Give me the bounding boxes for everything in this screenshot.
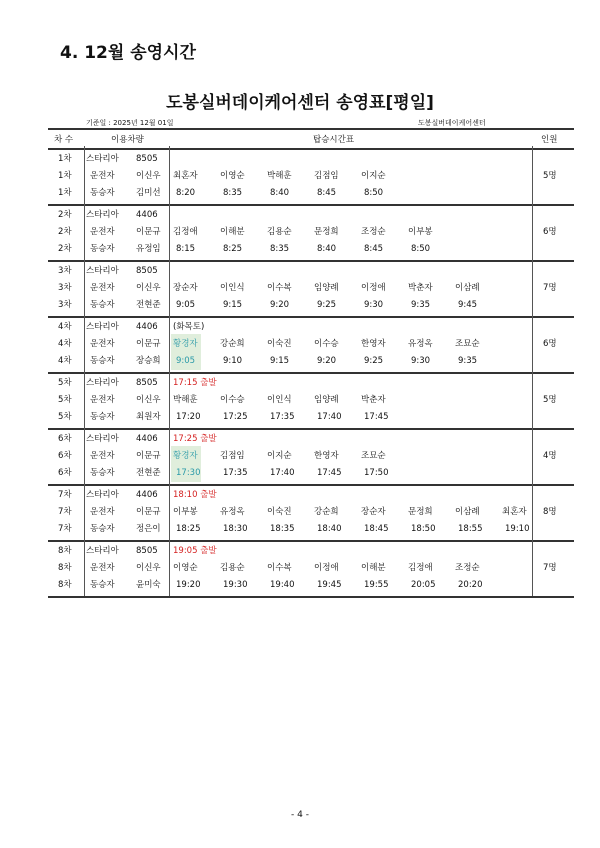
passenger-name: 김점임: [220, 451, 245, 461]
table-row: [48, 242, 574, 256]
round-cell: 4차: [58, 356, 72, 366]
passenger-name: 조묘순: [361, 451, 386, 461]
passenger-name: 유정옥: [220, 507, 245, 517]
round-cell: 1차: [58, 188, 72, 198]
reference-date: 기준일 : 2025년 12월 01일: [86, 119, 174, 127]
round-cell: 2차: [58, 210, 72, 220]
divider: [532, 146, 533, 596]
helper-label: 동승자: [90, 188, 115, 198]
vehicle-name: 스타리아: [86, 154, 119, 164]
divider: [169, 146, 170, 596]
table-row: [48, 544, 574, 558]
passenger-count: 8명: [543, 507, 557, 517]
passenger-name: 박해훈: [173, 395, 198, 405]
pickup-time: 8:35: [223, 188, 243, 198]
table-row: [48, 505, 574, 519]
passenger-name: 황경자: [173, 451, 198, 461]
pickup-time: 17:40: [317, 412, 342, 422]
vehicle-plate: 4406: [136, 490, 158, 500]
passenger-name: 최혼자: [502, 507, 527, 517]
table-row: [48, 354, 574, 368]
driver-name: 이문규: [136, 451, 161, 461]
table-header: [48, 128, 574, 150]
passenger-count: 7명: [543, 283, 557, 293]
driver-label: 운전자: [90, 507, 115, 517]
driver-label: 운전자: [90, 171, 115, 181]
pickup-time: 9:30: [364, 300, 384, 310]
passenger-count: 6명: [543, 227, 557, 237]
schedule-group: [48, 430, 574, 486]
round-cell: 5차: [58, 378, 72, 388]
driver-label: 운전자: [90, 451, 115, 461]
helper-label: 동승자: [90, 412, 115, 422]
round-cell: 7차: [58, 524, 72, 534]
passenger-name: 김용순: [267, 227, 292, 237]
vehicle-plate: 8505: [136, 266, 158, 276]
driver-label: 운전자: [90, 563, 115, 573]
pickup-time: 17:40: [270, 468, 295, 478]
passenger-name: 문정희: [314, 227, 339, 237]
vehicle-name: 스타리아: [86, 378, 119, 388]
vehicle-name: 스타리아: [86, 210, 119, 220]
pickup-time: 9:05: [176, 356, 196, 366]
pickup-time: 19:20: [176, 580, 201, 590]
round-cell: 3차: [58, 266, 72, 276]
table-row: [48, 281, 574, 295]
driver-name: 이문규: [136, 227, 161, 237]
passenger-name: 이부봉: [173, 507, 198, 517]
passenger-name: 이정애: [361, 283, 386, 293]
pickup-time: 17:35: [270, 412, 295, 422]
driver-label: 운전자: [90, 283, 115, 293]
round-cell: 4차: [58, 322, 72, 332]
vehicle-name: 스타리아: [86, 546, 119, 556]
round-cell: 5차: [58, 412, 72, 422]
passenger-name: 황경자: [173, 339, 198, 349]
passenger-name: 이영순: [173, 563, 198, 573]
vehicle-name: 스타리아: [86, 434, 119, 444]
pickup-time: 19:30: [223, 580, 248, 590]
pickup-time: 9:20: [270, 300, 290, 310]
passenger-name: 김용순: [220, 563, 245, 573]
passenger-name: 조정순: [361, 227, 386, 237]
pickup-time: 18:30: [223, 524, 248, 534]
passenger-count: 4명: [543, 451, 557, 461]
table-row: [48, 208, 574, 222]
pickup-time: 9:30: [411, 356, 431, 366]
passenger-name: 조정순: [455, 563, 480, 573]
helper-name: 최원자: [136, 412, 161, 422]
pickup-time: 20:20: [458, 580, 483, 590]
driver-label: 운전자: [90, 395, 115, 405]
pickup-time: 9:10: [223, 356, 243, 366]
passenger-name: 이숙진: [267, 507, 292, 517]
vehicle-plate: 8505: [136, 154, 158, 164]
table-row: [48, 449, 574, 463]
schedule-group: [48, 206, 574, 262]
table-row: [48, 186, 574, 200]
round-cell: 2차: [58, 227, 72, 237]
passenger-count: 6명: [543, 339, 557, 349]
table-row: [48, 320, 574, 334]
table-row: [48, 264, 574, 278]
pickup-time: 9:20: [317, 356, 337, 366]
pickup-time: 8:45: [364, 244, 384, 254]
pickup-time: 18:45: [364, 524, 389, 534]
helper-name: 전현준: [136, 300, 161, 310]
passenger-name: 이영순: [220, 171, 245, 181]
driver-name: 이신우: [136, 395, 161, 405]
passenger-name: 이지순: [267, 451, 292, 461]
helper-name: 전현준: [136, 468, 161, 478]
pickup-time: 8:40: [317, 244, 337, 254]
passenger-name: 박해훈: [267, 171, 292, 181]
section-title: 4. 12월 송영시간: [60, 43, 196, 63]
table-row: [48, 488, 574, 502]
passenger-name: 이해분: [361, 563, 386, 573]
vehicle-name: 스타리아: [86, 322, 119, 332]
pickup-time: 19:55: [364, 580, 389, 590]
schedule-group: [48, 262, 574, 318]
schedule-groups: [48, 150, 574, 598]
passenger-name: 최혼자: [173, 171, 198, 181]
passenger-name: 이인식: [267, 395, 292, 405]
pickup-time: 9:35: [411, 300, 431, 310]
helper-label: 동승자: [90, 356, 115, 366]
passenger-name: 이해분: [220, 227, 245, 237]
passenger-name: 이수승: [314, 339, 339, 349]
round-cell: 6차: [58, 451, 72, 461]
pickup-time: 17:45: [364, 412, 389, 422]
divider: [84, 146, 85, 596]
helper-name: 윤미숙: [136, 580, 161, 590]
passenger-name: 이부봉: [408, 227, 433, 237]
round-cell: 2차: [58, 244, 72, 254]
table-row: [48, 225, 574, 239]
round-cell: 3차: [58, 283, 72, 293]
pickup-time: 18:40: [317, 524, 342, 534]
pickup-time: 19:45: [317, 580, 342, 590]
table-row: [48, 298, 574, 312]
helper-label: 동승자: [90, 468, 115, 478]
vehicle-plate: 4406: [136, 210, 158, 220]
pickup-time: 9:35: [458, 356, 478, 366]
pickup-time: 17:35: [223, 468, 248, 478]
helper-label: 동승자: [90, 300, 115, 310]
passenger-name: 김점임: [314, 171, 339, 181]
round-cell: 1차: [58, 171, 72, 181]
round-cell: 3차: [58, 300, 72, 310]
pickup-time: 8:35: [270, 244, 290, 254]
table-row: [48, 169, 574, 183]
driver-name: 이문규: [136, 507, 161, 517]
departure-note: 18:10 출발: [173, 490, 217, 500]
pickup-time: 17:20: [176, 412, 201, 422]
vehicle-plate: 4406: [136, 434, 158, 444]
passenger-name: 한영자: [314, 451, 339, 461]
pickup-time: 9:15: [270, 356, 290, 366]
pickup-time: 20:05: [411, 580, 436, 590]
pickup-time: 8:50: [411, 244, 431, 254]
passenger-name: 이수승: [220, 395, 245, 405]
pickup-time: 8:50: [364, 188, 384, 198]
schedule-group: [48, 150, 574, 206]
driver-label: 운전자: [90, 339, 115, 349]
round-cell: 7차: [58, 490, 72, 500]
pickup-time: 18:25: [176, 524, 201, 534]
passenger-count: 5명: [543, 171, 557, 181]
vehicle-plate: 4406: [136, 322, 158, 332]
helper-label: 동승자: [90, 524, 115, 534]
passenger-name: 이정애: [314, 563, 339, 573]
passenger-name: 이삼례: [455, 507, 480, 517]
passenger-name: 강순희: [220, 339, 245, 349]
schedule-table: [48, 128, 574, 598]
vehicle-name: 스타리아: [86, 490, 119, 500]
pickup-time: 18:50: [411, 524, 436, 534]
helper-name: 장승희: [136, 356, 161, 366]
passenger-name: 장순자: [173, 283, 198, 293]
round-cell: 1차: [58, 154, 72, 164]
departure-note: 19:05 출발: [173, 546, 217, 556]
header-vehicle: 이용차량: [111, 135, 144, 145]
header-timetable: 탑승시간표: [313, 135, 355, 145]
passenger-name: 이지순: [361, 171, 386, 181]
table-row: [48, 410, 574, 424]
schedule-group: [48, 542, 574, 598]
schedule-group: [48, 374, 574, 430]
passenger-count: 7명: [543, 563, 557, 573]
passenger-name: 임양례: [314, 283, 339, 293]
center-name: 도봉실버데이케어센터: [418, 119, 486, 127]
table-row: [48, 522, 574, 536]
pickup-time: 9:15: [223, 300, 243, 310]
passenger-count: 5명: [543, 395, 557, 405]
pickup-time: 8:15: [176, 244, 196, 254]
pickup-time: 19:10: [505, 524, 530, 534]
passenger-name: 한영자: [361, 339, 386, 349]
round-cell: 6차: [58, 468, 72, 478]
table-row: [48, 578, 574, 592]
passenger-name: 이숙진: [267, 339, 292, 349]
vehicle-plate: 8505: [136, 378, 158, 388]
header-count: 인원: [541, 135, 558, 145]
pickup-time: 18:55: [458, 524, 483, 534]
table-row: [48, 466, 574, 480]
pickup-time: 17:30: [176, 468, 201, 478]
passenger-name: 이삼례: [455, 283, 480, 293]
round-cell: 7차: [58, 507, 72, 517]
round-cell: 8차: [58, 546, 72, 556]
pickup-time: 8:25: [223, 244, 243, 254]
passenger-name: 이수복: [267, 563, 292, 573]
passenger-name: 이인식: [220, 283, 245, 293]
helper-name: 김미선: [136, 188, 161, 198]
pickup-time: 9:05: [176, 300, 196, 310]
driver-label: 운전자: [90, 227, 115, 237]
header-round: 차 수: [54, 135, 74, 145]
table-row: [48, 432, 574, 446]
passenger-name: 유정옥: [408, 339, 433, 349]
passenger-name: 강순희: [314, 507, 339, 517]
passenger-name: 김정애: [173, 227, 198, 237]
page-number: - 4 -: [291, 810, 309, 820]
passenger-name: 김정애: [408, 563, 433, 573]
passenger-name: 장순자: [361, 507, 386, 517]
departure-note: 17:25 출발: [173, 434, 217, 444]
vehicle-name: 스타리아: [86, 266, 119, 276]
passenger-name: 이수복: [267, 283, 292, 293]
pickup-time: 8:45: [317, 188, 337, 198]
pickup-time: 9:25: [364, 356, 384, 366]
pickup-time: 17:25: [223, 412, 248, 422]
pickup-time: 9:25: [317, 300, 337, 310]
driver-name: 이신우: [136, 283, 161, 293]
schedule-group: [48, 318, 574, 374]
helper-label: 동승자: [90, 244, 115, 254]
passenger-name: 임양례: [314, 395, 339, 405]
driver-name: 이신우: [136, 563, 161, 573]
table-row: [48, 152, 574, 166]
round-cell: 6차: [58, 434, 72, 444]
table-row: [48, 376, 574, 390]
helper-label: 동승자: [90, 580, 115, 590]
passenger-name: 박춘자: [408, 283, 433, 293]
departure-note: 17:15 출발: [173, 378, 217, 388]
pickup-time: 17:50: [364, 468, 389, 478]
round-cell: 8차: [58, 580, 72, 590]
round-cell: 5차: [58, 395, 72, 405]
schedule-group: [48, 486, 574, 542]
helper-name: 정은이: [136, 524, 161, 534]
pickup-time: 19:40: [270, 580, 295, 590]
table-row: [48, 561, 574, 575]
document-title: 도봉실버데이케어센터 송영표[평일]: [166, 93, 434, 113]
passenger-name: 박춘자: [361, 395, 386, 405]
pickup-time: 17:45: [317, 468, 342, 478]
pickup-time: 18:35: [270, 524, 295, 534]
pickup-time: 8:40: [270, 188, 290, 198]
table-row: [48, 337, 574, 351]
passenger-name: 조묘순: [455, 339, 480, 349]
driver-name: 이문규: [136, 339, 161, 349]
table-row: [48, 393, 574, 407]
round-cell: 8차: [58, 563, 72, 573]
helper-name: 유정임: [136, 244, 161, 254]
departure-note: (화목토): [173, 322, 205, 332]
driver-name: 이신우: [136, 171, 161, 181]
round-cell: 4차: [58, 339, 72, 349]
passenger-name: 문정희: [408, 507, 433, 517]
vehicle-plate: 8505: [136, 546, 158, 556]
pickup-time: 8:20: [176, 188, 196, 198]
pickup-time: 9:45: [458, 300, 478, 310]
